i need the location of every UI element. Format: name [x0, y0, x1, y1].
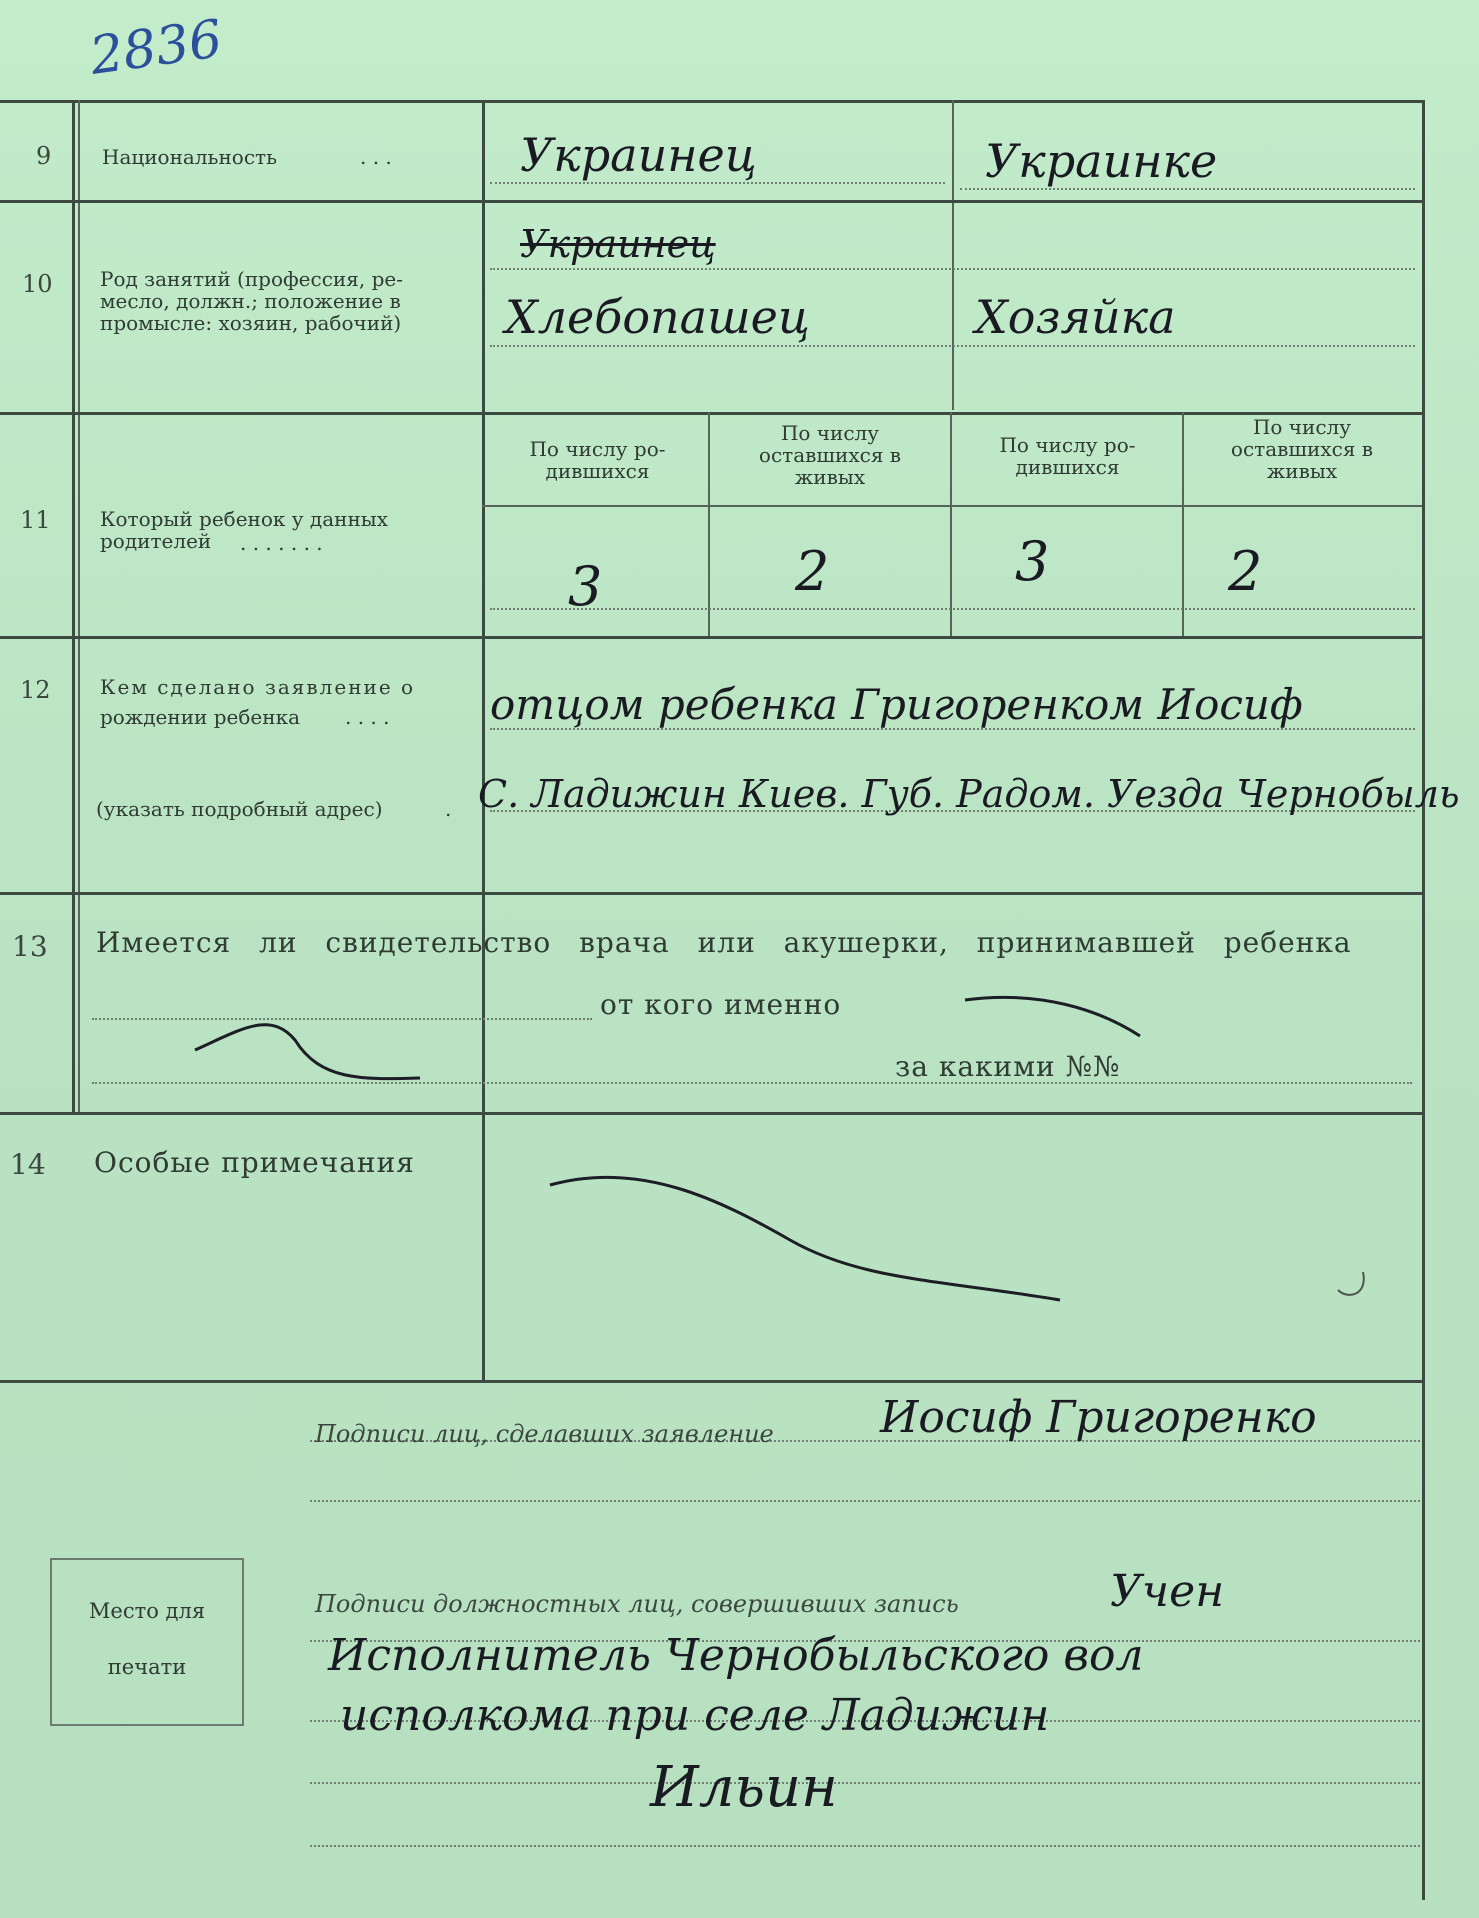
- applicant-signature: Иосиф Григоренко: [880, 1392, 1317, 1443]
- official-line-3: исполкома при селе Ладижин: [340, 1690, 1050, 1741]
- official-line-1: Учен: [1110, 1566, 1225, 1617]
- row9-mother-handwriting: Украинке: [985, 134, 1218, 188]
- row11-header-2-line3: живых: [794, 465, 866, 489]
- row10-father-handwriting: Хлебопашец: [505, 290, 810, 344]
- stamp-place-line1: Место для: [88, 1599, 206, 1623]
- row12-number: 12: [20, 676, 51, 704]
- applicant-signature-label: Подписи лиц, сделавших заявление: [315, 1420, 774, 1448]
- row13-number: 13: [12, 930, 48, 963]
- row10-number: 10: [22, 270, 53, 298]
- row12-address-label: (указать подробный адрес): [96, 797, 383, 821]
- row12-applicant-handwriting: отцом ребенка Григоренком Иосиф: [490, 680, 1303, 729]
- row12-address-dot: .: [445, 797, 452, 821]
- row11-header-1-line2: дившихся: [545, 459, 650, 483]
- row11-header-4-line1: По числу: [1252, 415, 1352, 439]
- row14-label: Особые примечания: [94, 1146, 415, 1179]
- row12-label-dots: . . . .: [345, 705, 390, 729]
- corner-note: 2836: [86, 9, 226, 87]
- row11-header-2-line2: оставшихся в: [758, 443, 902, 467]
- row11-header-4-line2: оставшихся в: [1230, 437, 1374, 461]
- row11-number: 11: [20, 506, 51, 534]
- row9-label-dots: . . .: [360, 145, 392, 169]
- row13-numbers: за какими №№: [895, 1050, 1121, 1083]
- row10-father-struck: Украинец: [520, 222, 716, 266]
- row14-number: 14: [10, 1148, 46, 1181]
- row10-label-1: Род занятий (профессия, ре-: [100, 267, 403, 291]
- row9-number: 9: [36, 142, 52, 170]
- row11-header-4-line3: живых: [1266, 459, 1338, 483]
- official-signature-label: Подписи должностных лиц, совершивших запись: [315, 1590, 959, 1618]
- row11-header-3-line2: дившихся: [1015, 455, 1120, 479]
- row12-label-2: рождении ребенка: [100, 705, 301, 729]
- row9-label: Национальность: [102, 145, 277, 169]
- row13-question: Имеется ли свидетельство врача или акушерки, принимавшей ребенка: [96, 926, 1352, 959]
- row12-label-1: Кем сделано заявление о: [100, 675, 416, 699]
- row11-label-2: родителей: [100, 529, 212, 553]
- row11-value-4: 2: [1228, 540, 1263, 603]
- row12-address-handwriting: С. Ладижин Киев. Губ. Радом. Уезда Чернобыль: [478, 772, 1460, 816]
- row11-header-3-line1: По числу ро-: [999, 433, 1136, 457]
- row10-label-2: месло, должн.; положение в: [100, 289, 401, 313]
- row11-label-dots: . . . . . . .: [240, 531, 323, 555]
- row11-value-3: 3: [1015, 530, 1050, 593]
- row11-value-2: 2: [795, 540, 830, 603]
- row10-mother-handwriting: Хозяйка: [975, 290, 1176, 344]
- row13-from-whom: от кого именно: [600, 988, 842, 1021]
- official-line-2: Исполнитель Чернобыльского вол: [328, 1630, 1144, 1681]
- row9-father-handwriting: Украинец: [520, 128, 757, 182]
- official-signature: Ильин: [650, 1755, 838, 1820]
- row11-header-1-line1: По числу ро-: [529, 437, 666, 461]
- row10-label-3: промысле: хозяин, рабочий): [100, 311, 402, 335]
- row11-value-1: 3: [568, 555, 603, 618]
- stamp-place-line2: печати: [107, 1655, 187, 1679]
- row11-header-2-line1: По числу: [780, 421, 880, 445]
- row11-label-1: Который ребенок у данных: [100, 507, 388, 531]
